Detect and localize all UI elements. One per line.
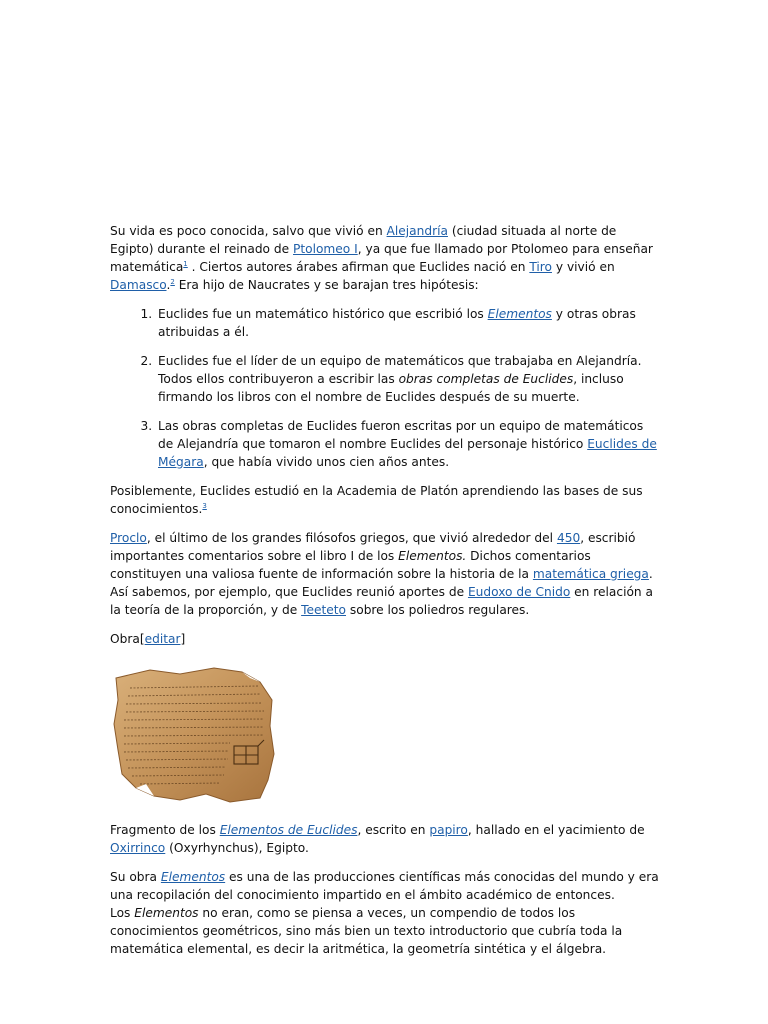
text: . Ciertos autores árabes afirman que Euclides nació en [187,260,530,274]
link-eudoxo[interactable]: Eudoxo de Cnido [467,585,571,599]
edit-link[interactable]: editar [144,632,181,646]
footnote-1[interactable]: 1 [183,259,188,268]
link-450[interactable]: 450 [556,531,581,545]
footnote-2[interactable]: 2 [170,277,175,286]
text: , ya que fue llamado por Ptolomeo para enseñar matemática [110,242,653,274]
text: . Así sabemos, por ejemplo, que Euclides reunió aportes de [110,567,653,599]
section-heading-obra [110,630,662,648]
text: sobre los poliedros regulares. [346,603,530,617]
text: Los [110,906,135,920]
link-elementos[interactable]: Elementos [487,307,552,321]
paragraph-obra [110,868,662,958]
link-matematica-griega[interactable]: matemática griega [532,567,649,581]
bracket: ] [180,632,186,646]
italic-text: Elementos. [398,549,467,563]
link-tiro[interactable]: Tiro [529,260,552,274]
text: (Oxyrhynchus), Egipto. [165,841,309,855]
link-papiro[interactable]: papiro [429,823,468,837]
paragraph-proclo [110,529,662,619]
link-oxirrinco[interactable]: Oxirrinco [110,841,166,855]
text: Su obra [110,870,161,884]
text: y otras obras atribuidas a él. [158,307,636,339]
text: Euclides fue el líder de un equipo de matemáticos que trabajaba en Alejandría. Todos ellos contribuyeron a escribir las [158,354,642,386]
paragraph-intro [110,222,662,294]
footnote-3[interactable]: 3 [202,501,207,510]
link-alejandria[interactable]: Alejandría [386,224,448,238]
papyrus-image [110,664,278,804]
link-teeteto[interactable]: Teeteto [301,603,347,617]
text: es una de las producciones científicas más conocidas del mundo y era una recopilación del conocimiento impartido en el ámbito académico de entonces. [110,870,659,902]
text: , que había vivido unos cien años antes. [203,455,450,469]
figure-caption [110,821,662,857]
link-ptolomeo[interactable]: Ptolomeo I [293,242,358,256]
text: , incluso firmando los libros con el nombre de Euclides después de su muerte. [158,372,624,404]
hypotheses-list [110,305,662,471]
list-item [156,305,662,341]
text: Posiblemente, Euclides estudió en la Academia de Platón aprendiendo las bases de sus conocimientos. [110,484,643,516]
text: (ciudad situada al norte de Egipto) durante el reinado de [110,224,617,256]
text: Su vida es poco conocida, salvo que vivió en [110,224,387,238]
text: , hallado en el yacimiento de [467,823,645,837]
italic-text: obras completas de Euclides [398,372,574,386]
paragraph-academia [110,482,662,518]
text: Euclides fue un matemático histórico que escribió los [158,307,488,321]
link-elementos-de-euclides[interactable]: Elementos de Euclides [219,823,358,837]
text: en relación a la teoría de la proporción, y de [110,585,653,617]
heading-text: Obra [110,632,140,646]
text: no eran, como se piensa a veces, un compendio de todos los conocimientos geométricos, sino más bien un texto introductorio que cubría toda la matemática elemental, es decir la aritmética, la geometría sintética y el álgebra. [110,906,623,956]
text: , escribió importantes comentarios sobre el libro I de los [110,531,636,563]
bracket: [ [139,632,145,646]
link-elementos-obra[interactable]: Elementos [160,870,226,884]
text: , escrito en [357,823,430,837]
list-item [156,417,662,471]
document-page [110,222,662,969]
link-proclo[interactable]: Proclo [110,531,147,545]
italic-text: Elementos [134,906,199,920]
text: Era hijo de Naucrates y se barajan tres hipótesis: [174,278,479,292]
text: Las obras completas de Euclides fueron escritas por un equipo de matemáticos de Alejandría que tomaron el nombre Euclides del personaje histórico [158,419,644,451]
text: , el último de los grandes filósofos griegos, que vivió alrededor del [146,531,557,545]
text: Fragmento de los [110,823,220,837]
text: Dichos comentarios constituyen una valiosa fuente de información sobre la historia de la [110,549,591,581]
link-euclides-de-megara[interactable]: Euclides de Mégara [158,437,657,469]
list-item [156,352,662,406]
text: y vivió en [551,260,615,274]
link-damasco[interactable]: Damasco [110,278,167,292]
text: . [166,278,171,292]
